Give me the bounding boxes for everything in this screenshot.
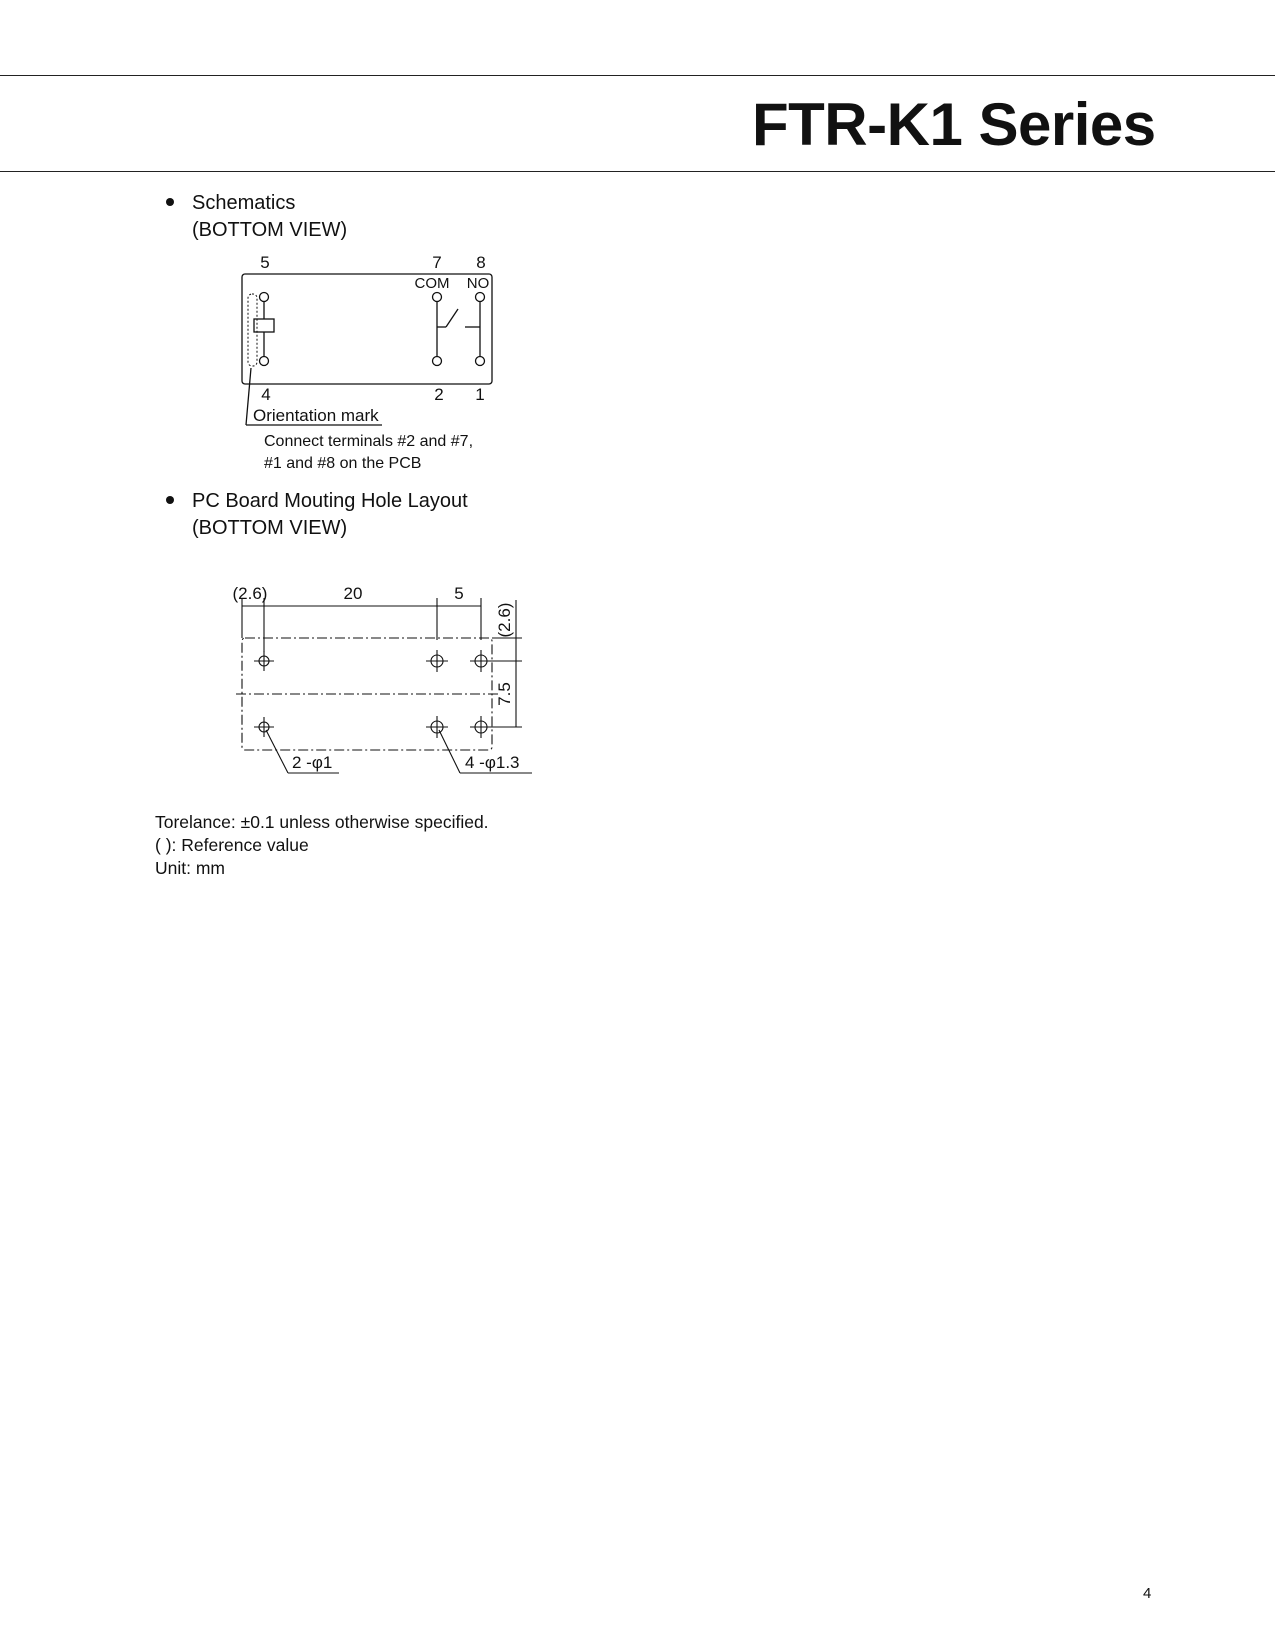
dim-right-span: 5 [454, 584, 464, 603]
schematics-view-label: (BOTTOM VIEW) [192, 219, 348, 241]
hole-small-2 [254, 717, 274, 737]
page-number: 4 [1143, 1585, 1152, 1602]
pin-8-label: 8 [476, 253, 486, 272]
hole-large-label: 4 -φ1.3 [465, 753, 520, 772]
dim-row-pitch: 7.5 [495, 682, 514, 706]
unit-note: Unit: mm [155, 858, 225, 878]
com-label: COM [414, 275, 450, 292]
pin-7-label: 7 [432, 253, 442, 272]
hole-large-2 [426, 716, 448, 738]
connection-note-line2: #1 and #8 on the PCB [264, 455, 422, 472]
schematics-heading: Schematics [192, 192, 296, 214]
pcb-layout-heading: PC Board Mouting Hole Layout [192, 490, 468, 512]
hole-small-1 [254, 651, 274, 671]
tolerance-note: Torelance: ±0.1 unless otherwise specified. [155, 812, 489, 832]
page-title: FTR-K1 Series [752, 91, 1156, 158]
hole-large-3 [470, 650, 492, 672]
pin-1-label: 1 [475, 385, 485, 404]
reference-note: ( ): Reference value [155, 835, 309, 855]
no-label: NO [466, 275, 490, 292]
hole-small-label: 2 -φ1 [292, 753, 333, 772]
connection-note-line1: Connect terminals #2 and #7, [264, 433, 474, 450]
hole-large-4 [470, 716, 492, 738]
dim-main-span: 20 [343, 584, 363, 603]
pin-2-label: 2 [434, 385, 444, 404]
hole-large-1 [426, 650, 448, 672]
dim-left-offset: (2.6) [232, 584, 268, 603]
pin-4-label: 4 [261, 385, 271, 404]
dim-top-offset: (2.6) [495, 602, 514, 638]
pin-5-label: 5 [260, 253, 270, 272]
orientation-mark-label: Orientation mark [253, 406, 379, 425]
pcb-layout-view-label: (BOTTOM VIEW) [192, 517, 348, 539]
